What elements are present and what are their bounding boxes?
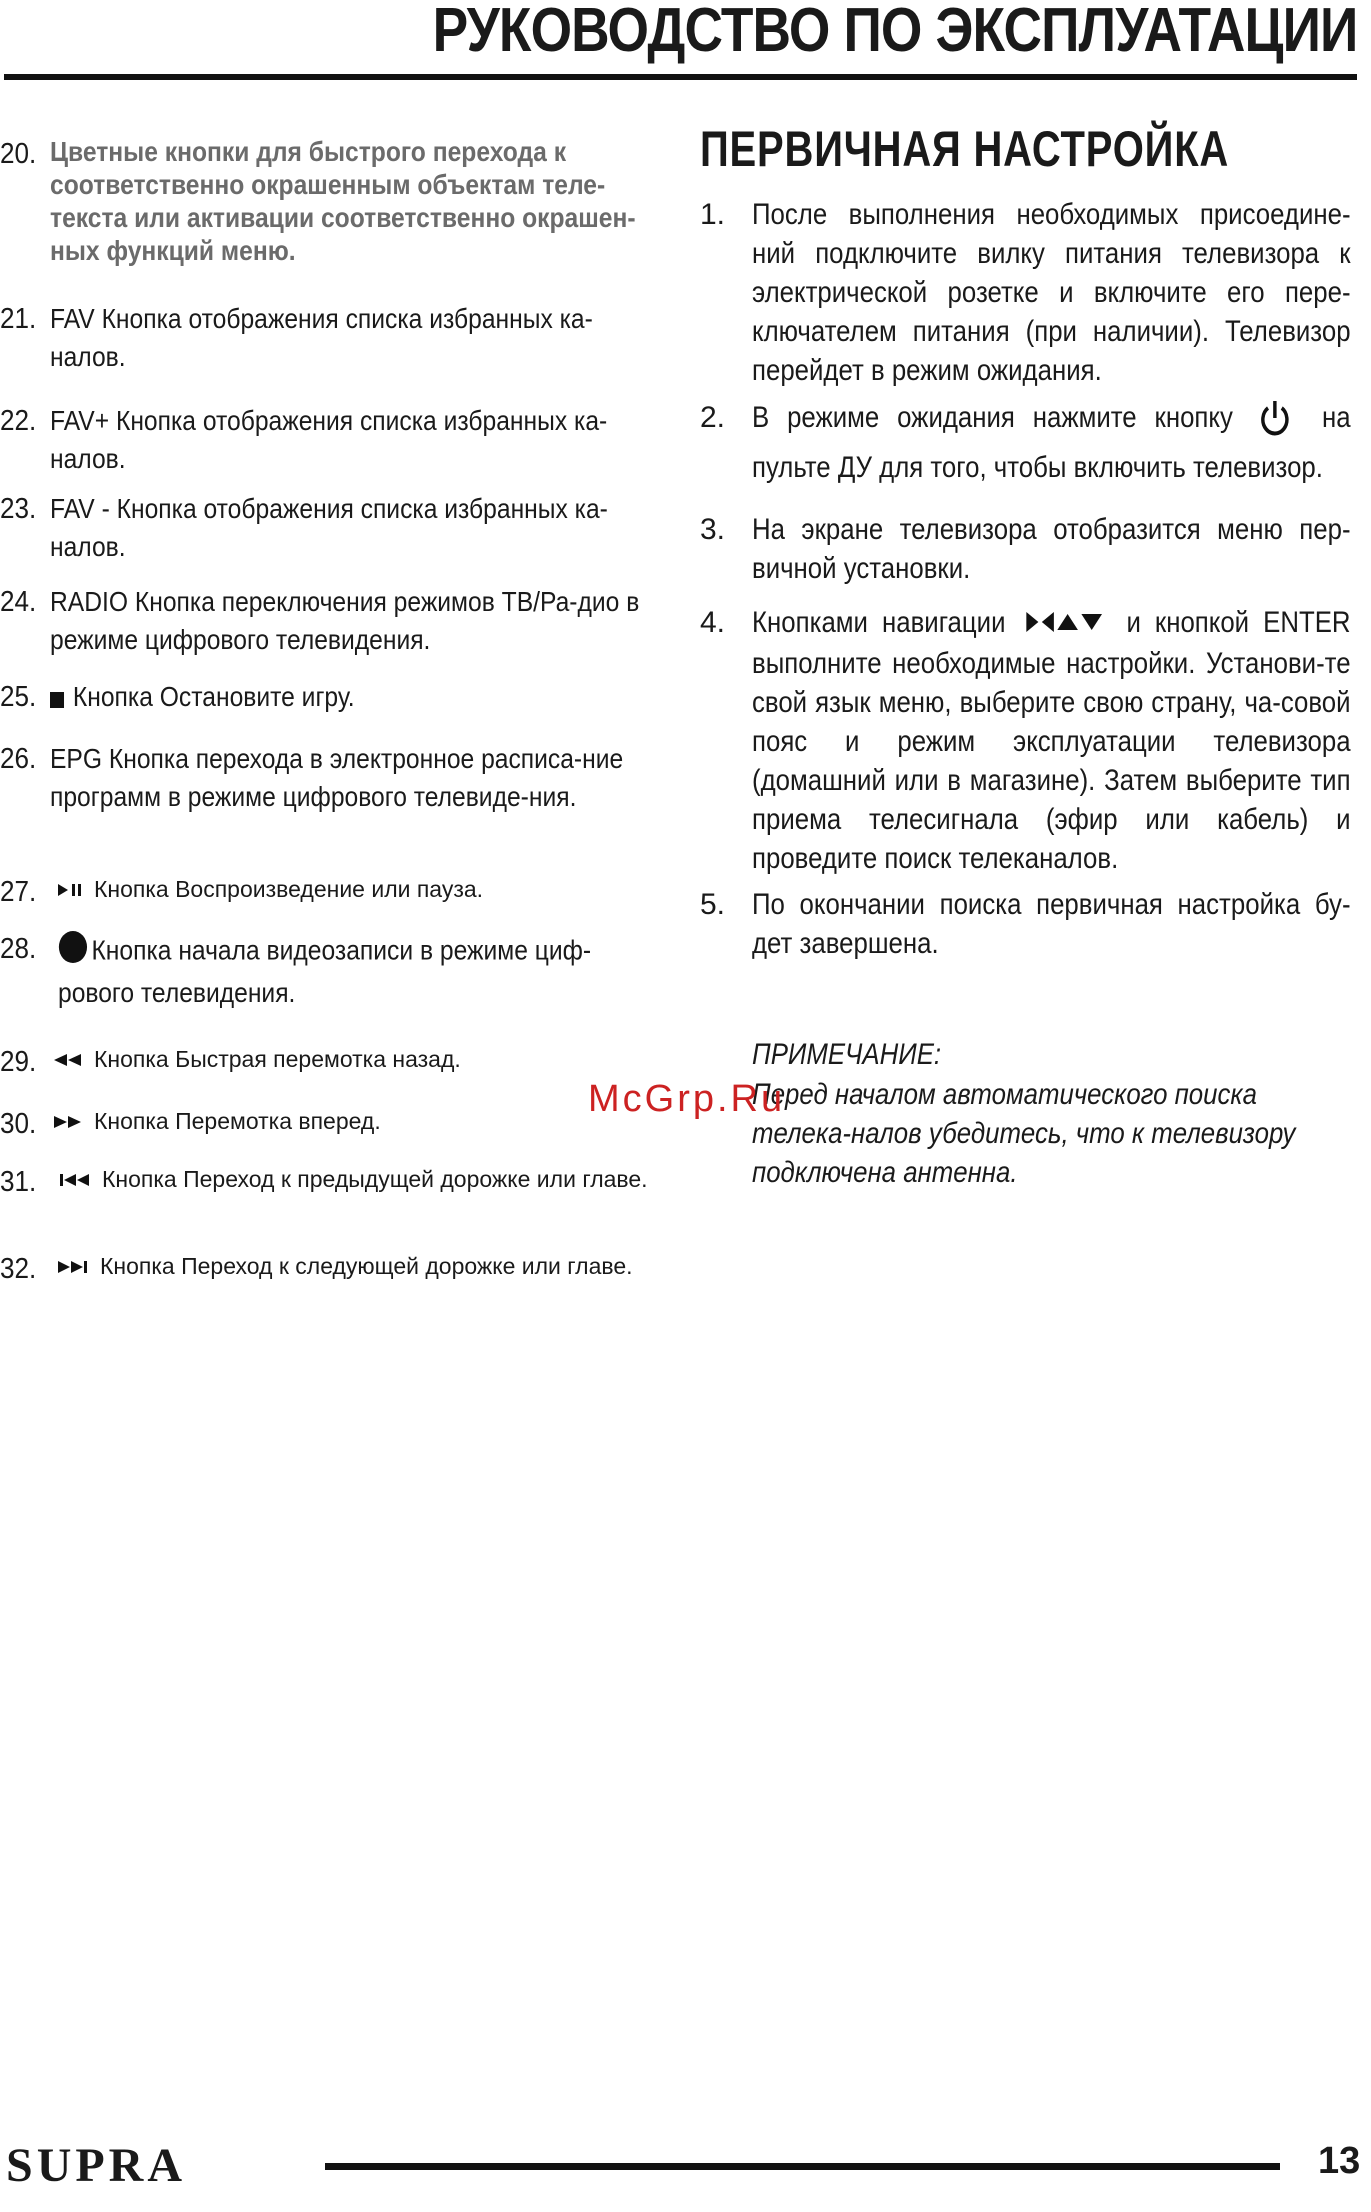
item-number: 30. xyxy=(0,1108,37,1140)
item-number: 23. xyxy=(0,493,37,525)
step-text: По окончании поиска первичная настройка бу-дет завершена. xyxy=(752,888,1351,960)
item-text: FAV Кнопка отображения списка избранных ка-налов. xyxy=(50,303,593,372)
item-text: Кнопка Быстрая перемотка назад. xyxy=(94,1046,461,1072)
item-number: 27. xyxy=(0,876,37,908)
item-content xyxy=(56,1250,656,1284)
item-number: 24. xyxy=(0,586,37,618)
item-text: Цветные кнопки для быстрого перехода к соответственно окрашенным объектам теле-текста или активации соответственно окрашен-ных функций меню. xyxy=(50,136,636,266)
step-text-after: на пульте ДУ для того, чтобы включить телевизор. xyxy=(752,401,1351,484)
item-content xyxy=(50,678,657,718)
item-text: Кнопка Перемотка вперед. xyxy=(94,1108,381,1134)
item-text: FAV - Кнопка отображения списка избранных ка-налов. xyxy=(50,493,608,562)
item-content xyxy=(58,930,648,1012)
item-number: 31. xyxy=(0,1166,37,1198)
step-content xyxy=(752,603,1351,878)
item-text: Кнопка Остановите игру. xyxy=(72,681,355,712)
item-number: 29. xyxy=(0,1046,37,1078)
power-icon xyxy=(1258,398,1292,448)
item-content xyxy=(52,1105,672,1139)
item-number: 32. xyxy=(0,1253,37,1285)
item-number: 20. xyxy=(0,138,37,170)
step-text-before: В режиме ожидания нажмите кнопку xyxy=(752,401,1233,434)
rewind-icon xyxy=(52,1044,84,1077)
page-header-title: РУКОВОДСТВО ПО ЭКСПЛУАТАЦИИ xyxy=(432,0,1357,65)
footer-rule xyxy=(325,2163,1280,2170)
next-track-icon xyxy=(56,1251,90,1284)
section-title: ПЕРВИЧНАЯ НАСТРОЙКА xyxy=(700,121,1230,177)
step-text: На экране телевизора отобразится меню пер-вичной установки. xyxy=(752,513,1351,585)
item-number: 26. xyxy=(0,743,37,775)
item-content xyxy=(56,873,676,907)
stop-icon xyxy=(50,680,64,718)
page-number: 13 xyxy=(1318,2140,1361,2182)
step-number: 2. xyxy=(700,401,726,434)
item-text: Кнопка Переход к предыдущей дорожке или главе. xyxy=(102,1166,648,1192)
item-number: 22. xyxy=(0,405,37,437)
item-text: RADIO Кнопка переключения режимов ТВ/Ра-дио в режиме цифрового телевидения. xyxy=(50,586,640,655)
navigation-arrows-icon xyxy=(1025,605,1108,644)
step-number: 5. xyxy=(700,888,726,921)
step-content xyxy=(752,398,1351,487)
note-heading: ПРИМЕЧАНИЕ: xyxy=(752,1038,942,1071)
item-number: 21. xyxy=(0,303,37,335)
item-content xyxy=(58,1163,658,1197)
step-text-before: Кнопками навигации xyxy=(752,606,1006,639)
step-number: 4. xyxy=(700,606,726,639)
brand-logo: SUPRA xyxy=(6,2139,187,2192)
fast-forward-icon xyxy=(52,1106,84,1139)
item-text: Кнопка Воспроизведение или пауза. xyxy=(94,876,484,902)
item-text: FAV+ Кнопка отображения списка избранных ка-налов. xyxy=(50,405,608,474)
item-text: Кнопка Переход к следующей дорожке или главе. xyxy=(100,1253,633,1279)
step-number: 1. xyxy=(700,198,726,231)
item-number: 28. xyxy=(0,933,37,965)
note-text: Перед началом автоматического поиска телека-налов убедитесь, что к телевизору подключена антенна. xyxy=(752,1078,1296,1189)
previous-track-icon xyxy=(58,1164,92,1197)
header-rule xyxy=(4,74,1357,80)
item-text: Кнопка начала видеозаписи в режиме циф-рового телевидения. xyxy=(58,934,592,1008)
item-text: EPG Кнопка перехода в электронное расписа-ние программ в режиме цифрового телевиде-ния. xyxy=(50,743,624,812)
watermark: McGrp.Ru xyxy=(588,1078,786,1120)
item-number: 25. xyxy=(0,681,37,713)
play-pause-icon xyxy=(56,874,84,907)
step-number: 3. xyxy=(700,513,726,546)
step-text: После выполнения необходимых присоедине-ний подключите вилку питания телевизора к электрической розетке и включите его пере-ключателем питания (при наличии). Телевизор перейдет в режим ожидания. xyxy=(752,198,1351,387)
item-content xyxy=(52,1043,672,1077)
step-text-after: и кнопкой ENTER выполните необходимые настройки. Установи-те свой язык меню, выберите свою страну, ча-совой пояс и режим эксплуатации телевизора (домашний или в магазине). Затем выберите тип приема телесигнала (эфир или кабель) и проведите поиск телеканалов. xyxy=(752,606,1351,875)
record-icon xyxy=(58,930,88,974)
